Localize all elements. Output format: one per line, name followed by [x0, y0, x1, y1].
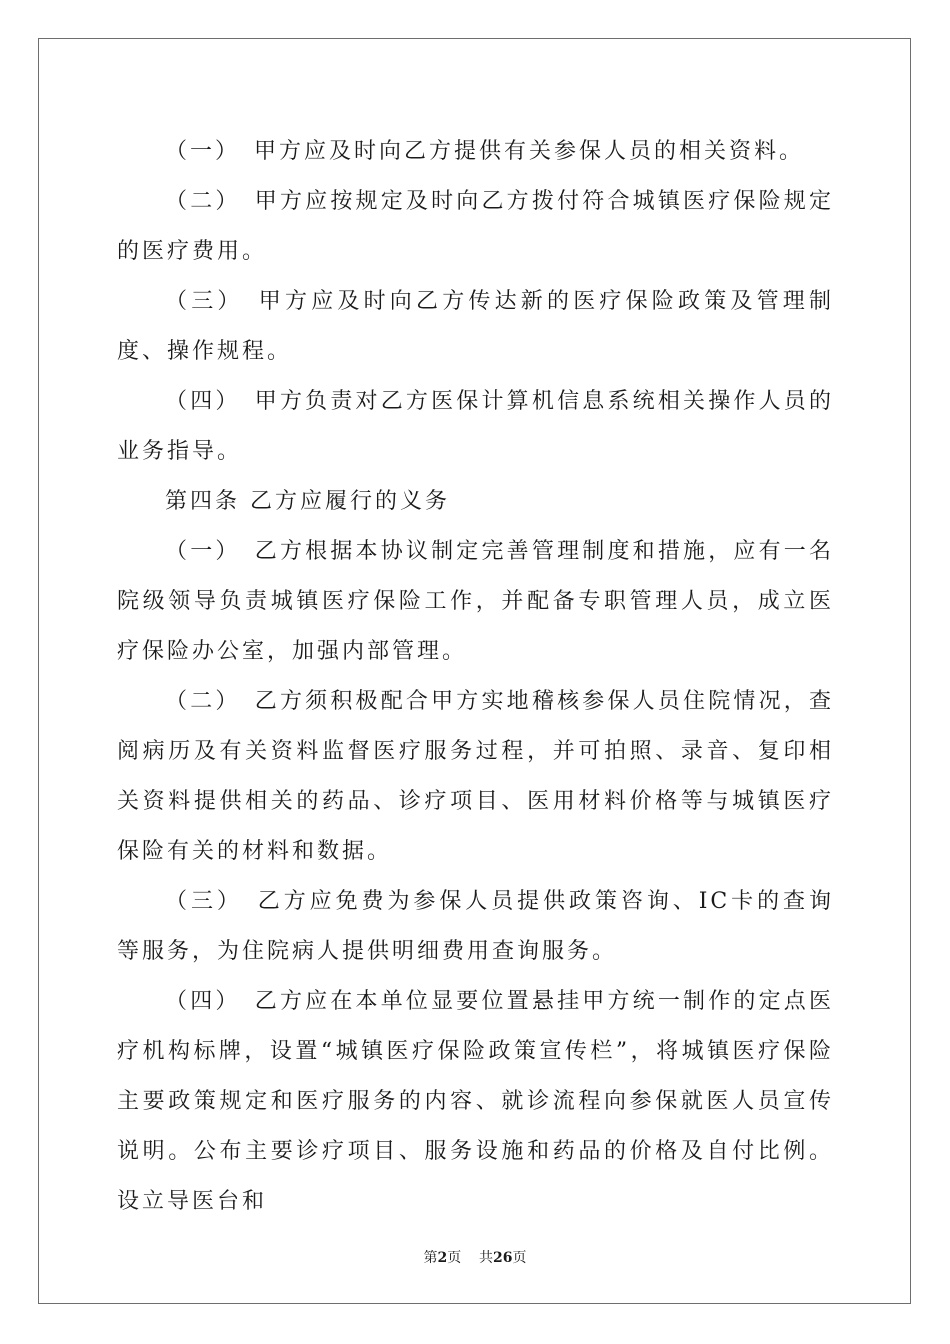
- document-body: [117, 127, 834, 1227]
- page-footer: [0, 1247, 950, 1267]
- page-current: 2: [437, 1250, 448, 1266]
- paragraph-party-b-item-1: （一） 乙方根据本协议制定完善管理制度和措施，应有一名院级领导负责城镇医疗保险工作，并配备专职管理人员，成立医疗保险办公室，加强内部管理。: [117, 539, 834, 664]
- page-total: 26: [493, 1250, 513, 1266]
- section-heading-article-4: 第四条 乙方应履行的义务: [165, 489, 450, 514]
- paragraph-party-b-item-3: （三） 乙方应免费为参保人员提供政策咨询、IC卡的查询等服务，为住院病人提供明细费用查询服务。: [117, 889, 834, 964]
- paragraph-party-b-item-4: （四） 乙方应在本单位显要位置悬挂甲方统一制作的定点医疗机构标牌，设置“城镇医疗保险政策宣传栏”，将城镇医疗保险主要政策规定和医疗服务的内容、就诊流程向参保就医人员宣传说明。公布主要诊疗项目、服务设施和药品的价格及自付比例。设立导医台和: [117, 989, 834, 1214]
- paragraph-party-a-item-4: （四） 甲方负责对乙方医保计算机信息系统相关操作人员的业务指导。: [117, 389, 834, 464]
- paragraph-party-a-item-2: （二） 甲方应按规定及时向乙方拨付符合城镇医疗保险规定的医疗费用。: [117, 189, 834, 264]
- paragraph-party-b-item-2: （二） 乙方须积极配合甲方实地稽核参保人员住院情况，查阅病历及有关资料监督医疗服务过程，并可拍照、录音、复印相关资料提供相关的药品、诊疗项目、医用材料价格等与城镇医疗保险有关的材料和数据。: [117, 689, 834, 864]
- total-suffix: 页: [512, 1250, 527, 1266]
- paragraph-party-a-item-1: （一） 甲方应及时向乙方提供有关参保人员的相关资料。: [165, 139, 805, 164]
- paragraph-party-a-item-3: （三） 甲方应及时向乙方传达新的医疗保险政策及管理制度、操作规程。: [117, 289, 834, 364]
- page-suffix: 页: [447, 1250, 462, 1266]
- total-prefix: 共: [479, 1250, 494, 1266]
- page-prefix: 第: [423, 1250, 438, 1266]
